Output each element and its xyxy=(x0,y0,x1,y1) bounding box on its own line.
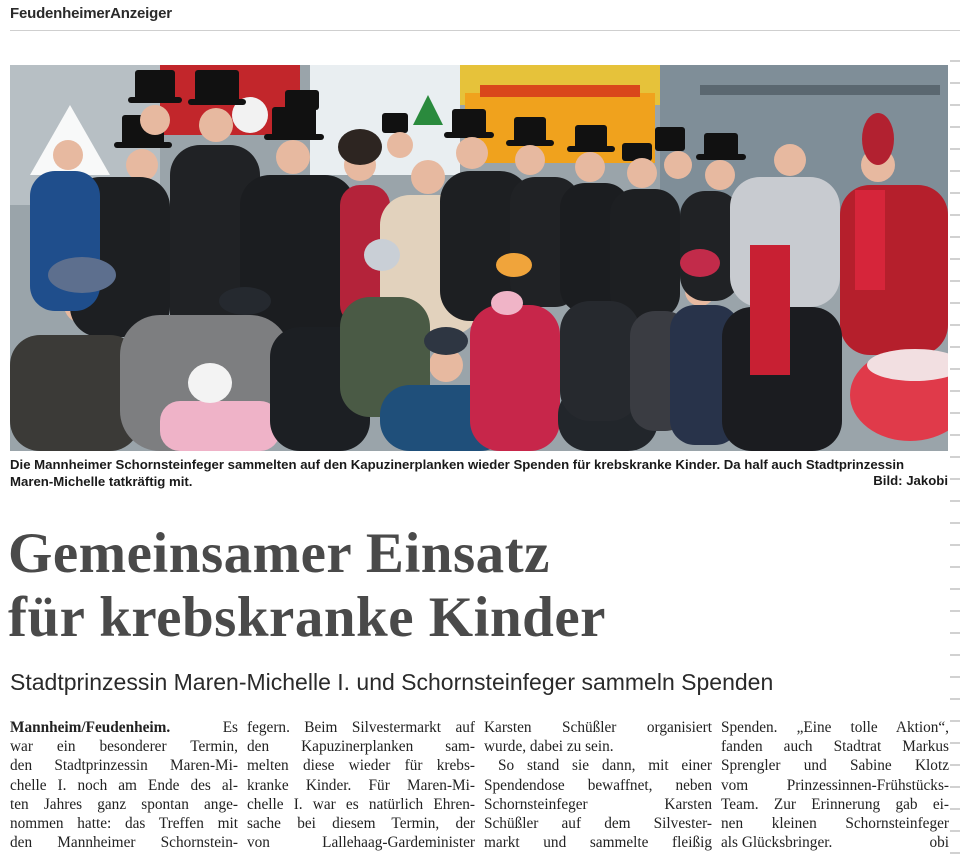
body-line: den Mannheimer Schornstein- xyxy=(10,834,238,852)
body-line: chelle I. noch am Ende des al- xyxy=(10,776,238,794)
body-line: fegern. Beim Silvestermarkt auf xyxy=(247,719,475,736)
author-abbrev: obi xyxy=(929,834,949,852)
body-line: Schornsteinfeger Karsten xyxy=(484,795,712,813)
photo-caption: Die Mannheimer Schornsteinfeger sammelten auf den Kapuzinerplanken wieder Spenden für krebskranke Kinder. Da half auch Stadtprinzessin Maren-Michelle tatkräftig mit. xyxy=(10,457,905,489)
header-rule xyxy=(10,30,960,31)
article-column-3 xyxy=(484,718,712,852)
body-line: fanden auch Stadtrat Markus xyxy=(721,738,949,756)
body-line: wurde, dabei zu sein. xyxy=(484,738,614,756)
body-line: ten Jahres ganz spontan ange- xyxy=(10,795,238,813)
body-line: sache bei diesem Termin, der xyxy=(247,815,475,833)
body-line: Sprengler und Sabine Klotz xyxy=(721,757,949,775)
body-line: Spendendose bewaffnet, neben xyxy=(484,776,712,794)
body-line: Mannheim/Feudenheim. Es xyxy=(10,719,238,736)
body-line: melten diese wieder für krebs- xyxy=(247,757,475,775)
page-edge xyxy=(950,60,960,860)
body-line: vom Prinzessinnen-Frühstücks- xyxy=(721,776,949,794)
subheadline: Stadtprinzessin Maren-Michelle I. und Schornsteinfeger sammeln Spenden xyxy=(10,669,774,695)
article-column-4 xyxy=(721,718,949,852)
body-line: den Kapuzinerplanken sam- xyxy=(247,738,475,756)
body-line: Karsten Schüßler organisiert xyxy=(484,719,712,736)
article-photo xyxy=(10,65,948,451)
photo-credit: Bild: Jakobi xyxy=(873,473,948,488)
body-line: Spenden. „Eine tolle Aktion“, xyxy=(721,719,949,736)
headline-line-2: für krebskranke Kinder xyxy=(8,586,606,649)
body-line: als Glücksbringer. obi xyxy=(721,834,949,852)
body-line: nen kleinen Schornsteinfeger xyxy=(721,815,949,833)
article-column-2 xyxy=(247,718,475,852)
body-line: von Lallehaag-Gardeminister xyxy=(247,834,475,852)
body-line: chelle I. war es natürlich Ehren- xyxy=(247,795,475,813)
body-line: So stand sie dann, mit einer xyxy=(498,757,712,775)
body-line: markt und sammelte fleißig xyxy=(484,834,712,852)
article-column-1 xyxy=(10,718,238,852)
headline-line-1: Gemeinsamer Einsatz xyxy=(8,522,550,585)
body-line: kranke Kinder. Für Maren-Mi- xyxy=(247,776,475,794)
body-line: war ein besonderer Termin, xyxy=(10,738,238,756)
body-line: den Stadtprinzessin Maren-Mi- xyxy=(10,757,238,775)
section-label: FeudenheimerAnzeiger xyxy=(10,5,172,22)
body-line: Schüßler auf dem Silvester- xyxy=(484,815,712,833)
dateline: Mannheim/Feudenheim. xyxy=(10,719,171,736)
headline xyxy=(8,522,948,650)
body-line: nommen hatte: das Treffen mit xyxy=(10,815,238,833)
photo-illustration xyxy=(10,65,948,451)
body-line: Team. Zur Erinnerung gab ei- xyxy=(721,795,949,813)
